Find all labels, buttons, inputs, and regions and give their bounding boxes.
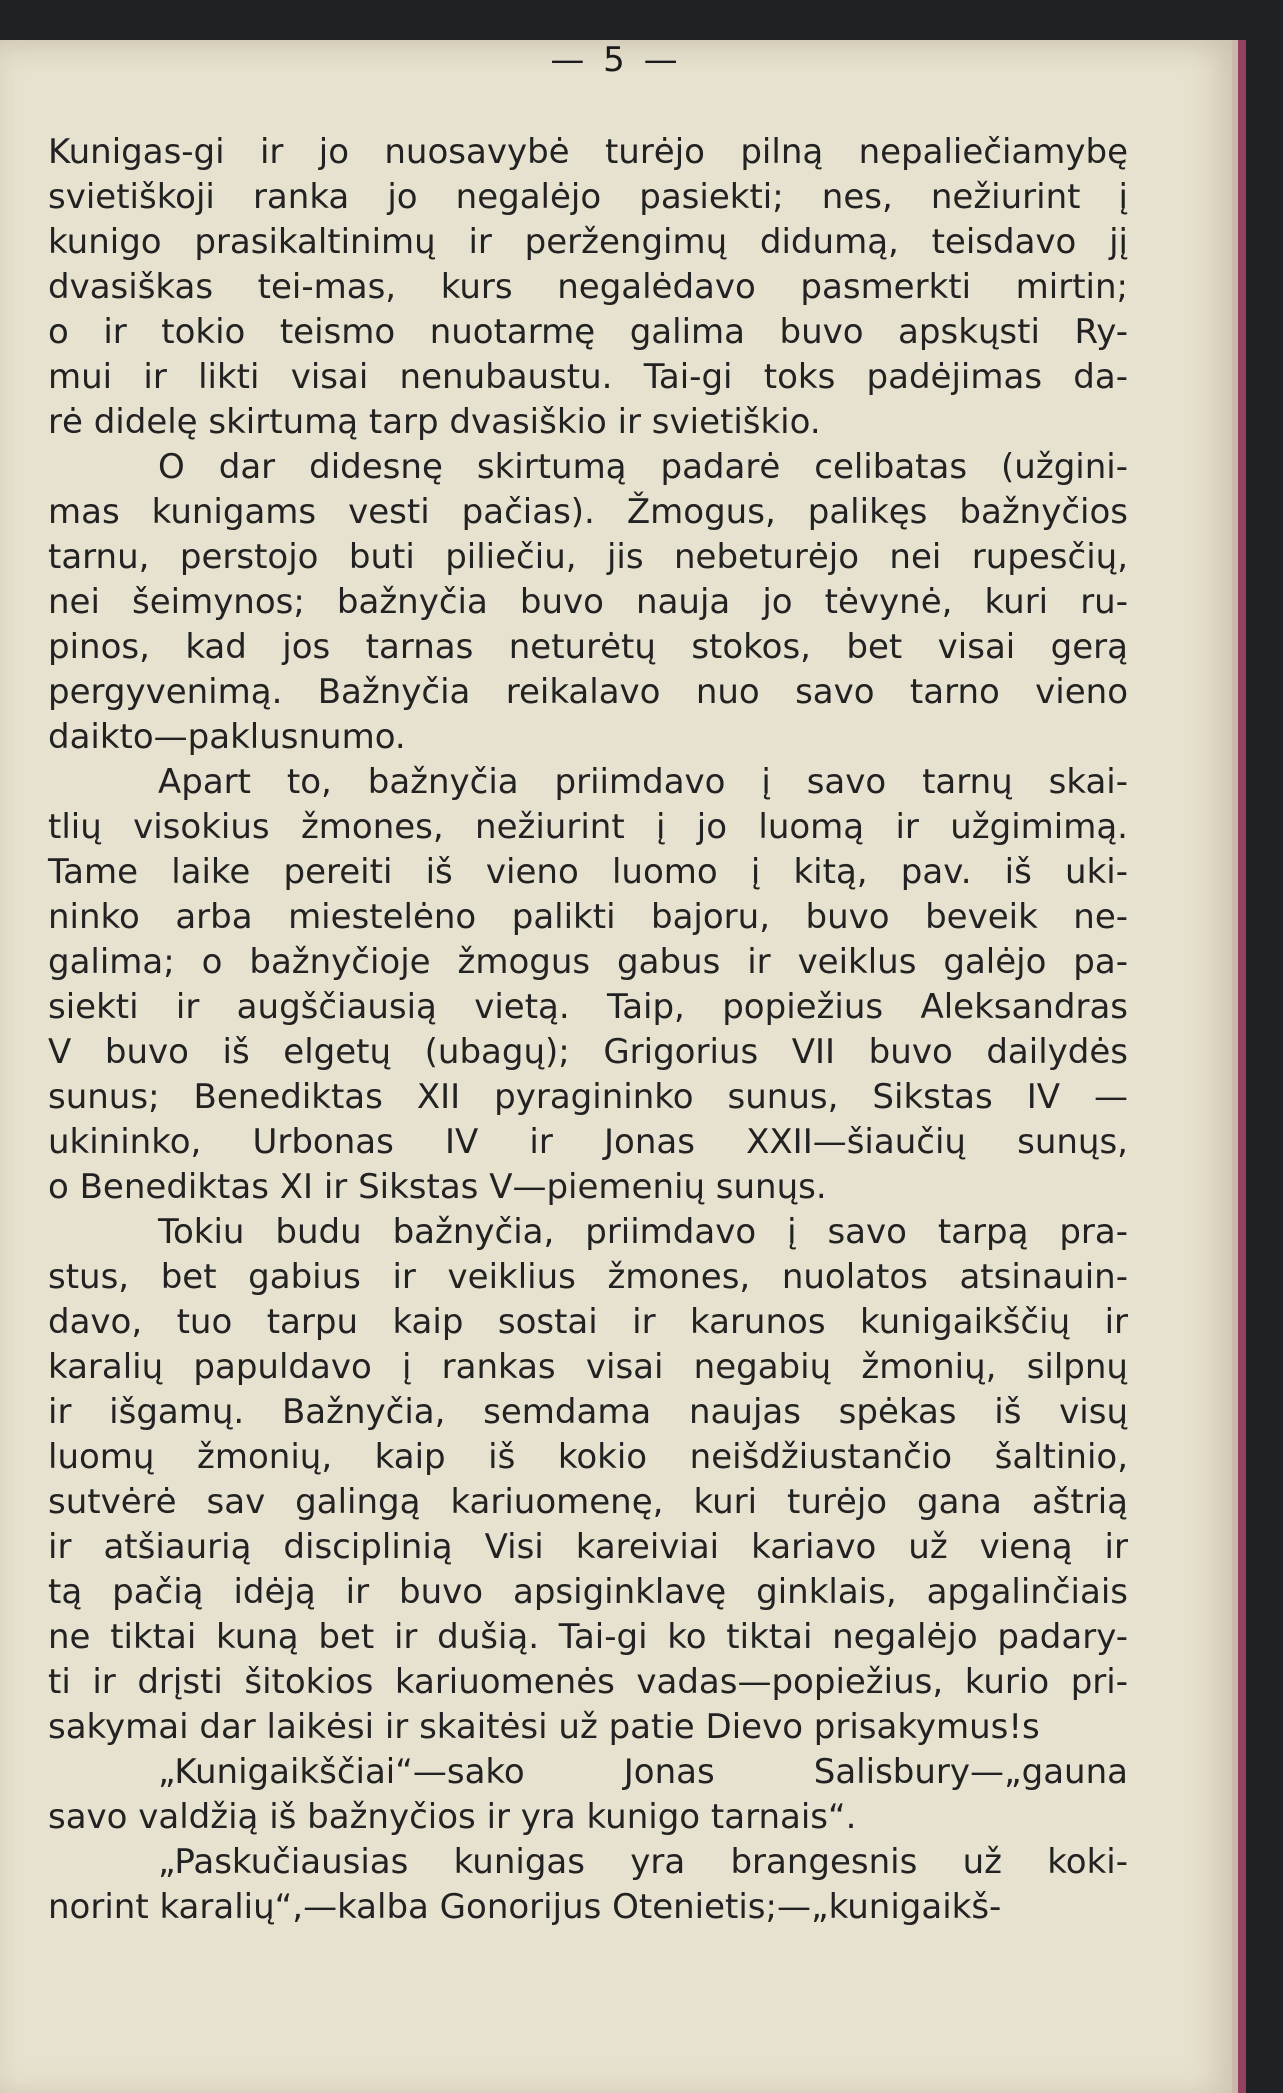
text-line: stus, bet gabius ir veiklius žmones, nuolatos atsinauin- — [48, 1257, 1128, 1297]
paragraph — [48, 1210, 1128, 1750]
text-line: luomų žmonių, kaip iš kokio neišdžiustančio šaltinio, — [48, 1437, 1128, 1477]
text-line: ukininko, Urbonas IV ir Jonas XXII—šiaučių sunųs, — [48, 1122, 1128, 1162]
page-edge — [1238, 40, 1246, 2093]
text-line: siekti ir augščiausią vietą. Taip, popiežius Aleksandras — [48, 987, 1128, 1027]
paragraph — [48, 1750, 1128, 1840]
text-line: mui ir likti visai nenubaustu. Tai-gi toks padėjimas da- — [48, 357, 1128, 397]
text-line: mas kunigams vesti pačias). Žmogus, palikęs bažnyčios — [48, 492, 1128, 532]
text-line: Kunigas-gi ir jo nuosavybė turėjo pilną nepaliečiamybę — [48, 132, 1128, 172]
text-line: norint karalių“,—kalba Gonorijus Otenietis;—„kunigaikš- — [48, 1887, 1002, 1927]
text-line: ir atšiaurią disciplinią Visi kareiviai kariavo už vieną ir — [48, 1527, 1128, 1567]
paragraph — [48, 1840, 1128, 1930]
text-line: „Paskučiausias kunigas yra brangesnis už koki- — [158, 1842, 1128, 1882]
text-line: kunigo prasikaltinimų ir peržengimų didumą, teisdavo jį — [48, 222, 1128, 262]
paragraph — [48, 130, 1128, 445]
text-line: Apart to, bažnyčia priimdavo į savo tarnų skai- — [158, 762, 1128, 802]
text-line: tą pačią idėją ir buvo apsiginklavę ginklais, apgalinčiais — [48, 1572, 1128, 1612]
text-line: nei šeimynos; bažnyčia buvo nauja jo tėvynė, kuri ru- — [48, 582, 1128, 622]
page-number: — 5 — — [550, 40, 682, 80]
text-line: o ir tokio teismo nuotarmę galima buvo apskųsti Ry- — [48, 312, 1128, 352]
text-line: daikto—paklusnumo. — [48, 717, 406, 757]
text-line: V buvo iš elgetų (ubagų); Grigorius VII buvo dailydės — [48, 1032, 1128, 1072]
text-line: ti ir drįsti šitokios kariuomenės vadas—popiežius, kurio pri- — [48, 1662, 1128, 1702]
text-line: sunus; Benediktas XII pyragininko sunus, Sikstas IV — — [48, 1077, 1128, 1117]
body-text — [48, 130, 1128, 1930]
text-line: Tame laike pereiti iš vieno luomo į kitą, pav. iš uki- — [48, 852, 1128, 892]
paragraph — [48, 445, 1128, 760]
text-line: karalių papuldavo į rankas visai negabių žmonių, silpnų — [48, 1347, 1128, 1387]
text-line: o Benediktas XI ir Sikstas V—piemenių sunųs. — [48, 1167, 827, 1207]
text-line: savo valdžią iš bažnyčios ir yra kunigo tarnais“. — [48, 1797, 857, 1837]
text-line: galima; o bažnyčioje žmogus gabus ir veiklus galėjo pa- — [48, 942, 1128, 982]
text-line: davo, tuo tarpu kaip sostai ir karunos kunigaikščių ir — [48, 1302, 1128, 1342]
text-line: tlių visokius žmones, nežiurint į jo luomą ir užgimimą. — [48, 807, 1128, 847]
text-line: dvasiškas tei-mas, kurs negalėdavo pasmerkti mirtin; — [48, 267, 1128, 307]
text-line: „Kunigaikščiai“—sako Jonas Salisbury—„gauna — [158, 1752, 1128, 1792]
text-line: pinos, kad jos tarnas neturėtų stokos, bet visai gerą — [48, 627, 1128, 667]
text-line: svietiškoji ranka jo negalėjo pasiekti; nes, nežiurint į — [48, 177, 1128, 217]
text-line: tarnu, perstojo buti piliečiu, jis nebeturėjo nei rupesčių, — [48, 537, 1128, 577]
paragraph — [48, 760, 1128, 1210]
text-line: O dar didesnę skirtumą padarė celibatas (užgini- — [158, 447, 1128, 487]
text-line: ir išgamų. Bažnyčia, semdama naujas spėkas iš visų — [48, 1392, 1128, 1432]
text-line: Tokiu budu bažnyčia, priimdavo į savo tarpą pra- — [158, 1212, 1128, 1252]
text-line: ninko arba miestelėno palikti bajoru, buvo beveik ne- — [48, 897, 1128, 937]
text-line: rė didelę skirtumą tarp dvasiškio ir svietiškio. — [48, 402, 821, 442]
text-line: sutvėrė sav galingą kariuomenę, kuri turėjo gana aštrią — [48, 1482, 1128, 1522]
text-line: ne tiktai kuną bet ir dušią. Tai-gi ko tiktai negalėjo padary- — [48, 1617, 1128, 1657]
text-line: pergyvenimą. Bažnyčia reikalavo nuo savo tarno vieno — [48, 672, 1128, 712]
text-line: sakymai dar laikėsi ir skaitėsi už patie Dievo prisakymus!s — [48, 1707, 1040, 1747]
